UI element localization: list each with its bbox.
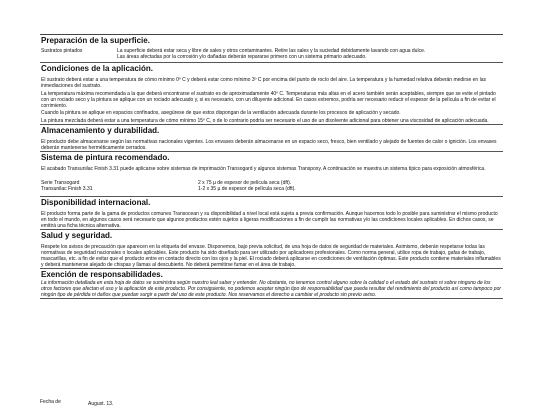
surface-prep-row (40, 46, 503, 62)
heading-system: Sistema de pintura recomendado. (41, 152, 170, 162)
application-paragraph: La temperatura máxima recomendada a la que deberá encontrarse el sustrato es de aproximadamente 40º C. Temperaturas más altas en el acero también serán aceptables, siempre que se evite el pintado con un rociado seco y la pintura se aplique con un rociado adecuado y, si es necesario, con un diluyente adicional. En casos extremos, podría ser necesario reducir el espesor de la película a fin de evitar el corrimiento. (41, 90, 496, 109)
safety-text: Respete los avisos de precaución que aparecen en la etiqueta del envase. Disponemos, bajo previa solicitud, de una hoja de datos de seguridad de materiales. Asimismo, deberán respetarse todas las normativas de seguridad nacionales o locales aplicables. Este producto ha sido diseñado para ser utilizado por aplicadores profesionales. Como norma general, utilice ropa de trabajo, gafas de trabajo, mascarillas, etc. a fin de evitar que el producto entre en contacto directo con los ojos y la piel. El rociado deberá aplicarse en condiciones de ventilación óptimas. Este producto contiene materiales inflamables y deberá mantenerse alejado de chispas y llamas al descubierto. No deberá permitirse fumar en el área de trabajo. (41, 244, 501, 269)
storage-text: El producto debe almacenarse según las normativas nacionales vigentes. Los envases deberán almacenarse en un espacio seco, fresco, bien ventilado y alejado de fuentes de calor o ignición. Los envases deberán mantenerse herméticamente cerrados. (41, 138, 497, 151)
availability-text: El producto forma parte de la gama de productos comunes Transocean y su disponibilidad a nivel local está sujeta a previa confirmación. Aunque hacemos todo lo posible para suministrar el mismo producto en todo el mundo, en algunos casos será necesario que algunos productos estén sujetos a ligeras modificaciones a fin de cumplir las normativas y/o las condiciones locales aplicables. En dichos casos, se emitirá una ficha técnica alternativa. (41, 210, 498, 230)
application-paragraph: Cuando la pintura se aplique en espacios confinados, asegúrese de que estos dispongan de la ventilación adecuada durante los procesos de aplicación y secado. (41, 110, 401, 117)
heading-safety: Salud y seguridad. (41, 231, 113, 241)
footer-date: August. 13. (88, 401, 114, 407)
application-paragraph: El sustrato deberá estar a una temperatura de cómo mínimo 0º C y deberá estar como mínimo 3º C por encima del punto de rocío del aire. La temperatura y la humedad relativa deberán medirse en las inmediaciones del sustrato. (41, 77, 486, 90)
heading-application: Condiciones de la aplicación. (41, 64, 154, 73)
section-storage (40, 124, 503, 151)
heading-surface-prep: Preparación de la superficie. (41, 36, 150, 45)
system-thickness: 2 x 75 µ de espesor de película seca (dft). (198, 179, 292, 186)
heading-disclaimer: Exención de responsabilidades. (41, 270, 163, 280)
system-product: Transunilac Finish 3.31 (41, 185, 93, 192)
surface-prep-label: Sustratos pintados (41, 48, 83, 54)
heading-storage: Almacenamiento y durabilidad. (41, 125, 160, 135)
heading-availability: Disponibilidad internacional. (41, 197, 151, 207)
surface-prep-line: Las áreas afectadas por la corrosión y/o dañadas deberán repararse primero con un sistema primario adecuado. (117, 54, 367, 60)
surface-prep-text (117, 48, 502, 60)
section-surface-prep (40, 34, 503, 62)
section-safety (40, 229, 503, 268)
disclaimer-text: La información detallada en esta hoja de datos se suministra según nuestro leal saber y entender. No obstante, no tenemos control alguno sobre la calidad o el estado del sustrato ni sobre ninguno de los otros factores que afectan el uso y la aplicación de este producto. Por consiguiente, no podemos aceptar ningún tipo de responsabilidad que pueda resultar del rendimiento del producto así como tampoco por ningún tipo de pérdida ni daños que puedan surgir a partir del uso de este producto. Nos reservamos el derecho a cambiar el producto sin previo aviso. (41, 280, 502, 299)
surface-prep-line: La superficie deberá estar seca y libre de sales y otros contaminantes. Retire las sales y la suciedad debidamente lavando con agua dulce. (117, 48, 426, 54)
datasheet (40, 34, 503, 299)
footer-date-label: Fecha de (40, 399, 61, 405)
system-text: El acabado Transunilac Finish 3.31 puede aplicarse sobre sistemas de imprimación Transogard y algunos sistemas Transpoxy. A continuación se muestra un sistema típico para exposición atmosférica. (41, 165, 486, 172)
system-thickness: 1-2 x 35 µ de espesor de película seca (dft). (198, 185, 296, 192)
section-disclaimer (40, 268, 503, 298)
section-system (40, 151, 503, 196)
system-row (40, 186, 503, 192)
section-application (40, 62, 503, 124)
section-availability (40, 196, 503, 229)
footer (40, 399, 114, 407)
application-paragraph: La pintura mezclada deberá estar a una temperatura de cómo mínimo 15º C, o de lo contrario podría ser necesario el uso de un disolvente adicional para obtener una viscosidad de aplicación adecuada. (41, 117, 489, 124)
bottom-rule (40, 298, 503, 299)
system-product: Serie Transogard (41, 179, 80, 186)
